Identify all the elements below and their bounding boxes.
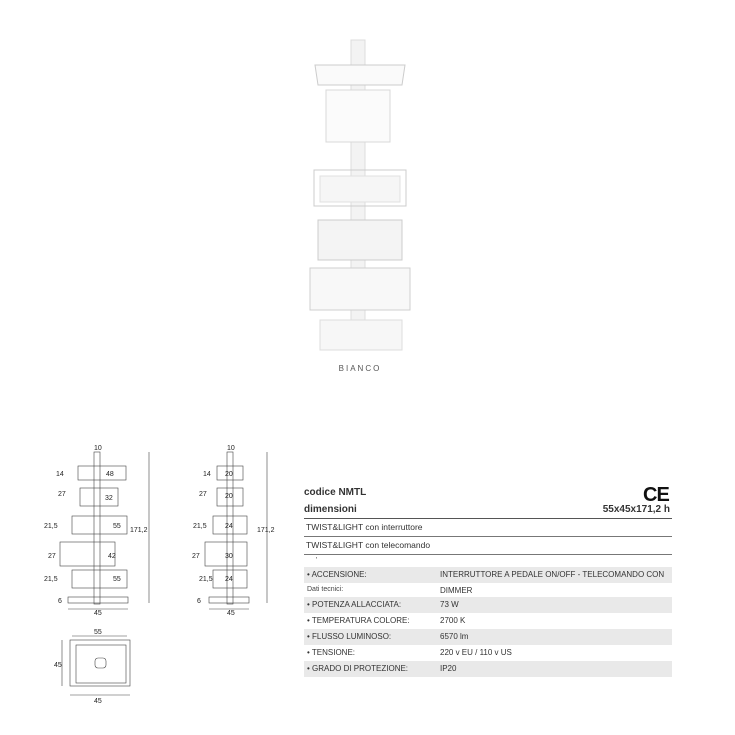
- spec-sheet: [304, 484, 672, 677]
- dim-shelf-3: 55: [113, 523, 121, 530]
- side-dim-left-5: 21,5: [199, 576, 213, 583]
- spec-value: 6570 lm: [440, 632, 469, 641]
- side-dim-left-2: 27: [199, 491, 207, 498]
- spec-key: • TEMPERATURA COLORE:: [307, 616, 410, 625]
- option-remote: TWIST&LIGHT con telecomando: [304, 537, 672, 555]
- side-dim-shelf-3: 24: [225, 523, 233, 530]
- side-dim-left-3: 21,5: [193, 523, 207, 530]
- side-elevation-drawing: [192, 440, 285, 617]
- product-image: [290, 30, 430, 360]
- dim-left-2: 27: [58, 491, 66, 498]
- ce-mark: CE: [643, 484, 669, 506]
- dim-shelf-4: 42: [108, 553, 116, 560]
- side-dim-bottom: 45: [227, 610, 235, 617]
- product-code-text: codice NMTL: [304, 487, 367, 498]
- spec-value: 2700 K: [440, 616, 466, 625]
- spec-row: [304, 629, 672, 645]
- spec-key: • POTENZA ALLACCIATA:: [307, 600, 402, 609]
- spec-key: • TENSIONE:: [307, 648, 355, 657]
- spec-value: IP20: [440, 664, 457, 673]
- spec-key: • FLUSSO LUMINOSO:: [307, 632, 392, 641]
- plan-dim-depth: 45: [54, 662, 62, 669]
- section-label: Dati tecnici:: [307, 586, 344, 593]
- spec-value: 220 v EU / 110 v US: [440, 648, 512, 657]
- plan-dim-width: 55: [94, 629, 102, 636]
- spec-row: [304, 613, 672, 629]
- front-elevation-drawing: [44, 440, 160, 617]
- side-dim-shelf-5: 24: [225, 576, 233, 583]
- dim-left-1: 14: [56, 471, 64, 478]
- dimensions-label: dimensioni: [304, 504, 357, 515]
- dim-left-4: 27: [48, 553, 56, 560]
- side-dim-left-1: 14: [203, 471, 211, 478]
- side-dim-top: 10: [227, 445, 235, 452]
- spec-value: INTERRUTTORE A PEDALE ON/OFF - TELECOMANDO CON DIMMER: [440, 570, 665, 595]
- spec-key: • ACCENSIONE:: [307, 570, 367, 579]
- spec-value: 73 W: [440, 600, 459, 609]
- spec-row: [304, 597, 672, 613]
- spec-row: [304, 645, 672, 661]
- side-dim-base: 6: [197, 598, 201, 605]
- tick-mark: ': [316, 557, 318, 564]
- dim-left-5: 21,5: [44, 576, 58, 583]
- dim-top: 10: [94, 445, 102, 452]
- dim-bottom: 45: [94, 610, 102, 617]
- dim-shelf-2: 32: [105, 495, 113, 502]
- spec-key: • GRADO DI PROTEZIONE:: [307, 664, 409, 673]
- dimensions-value: 55x45x171,2 h: [602, 504, 670, 515]
- dim-height: 171,2: [130, 527, 148, 534]
- dim-left-3: 21,5: [44, 523, 58, 530]
- dim-shelf-1: 48: [106, 471, 114, 478]
- plan-view-drawing: [52, 625, 142, 705]
- side-dim-shelf-4: 30: [225, 553, 233, 560]
- color-caption: BIANCO: [338, 364, 382, 373]
- dim-shelf-5: 55: [113, 576, 121, 583]
- plan-dim-bottom: 45: [94, 698, 102, 705]
- dimensions-line: [304, 502, 672, 519]
- spec-row: [304, 661, 672, 677]
- side-dim-shelf-2: 20: [225, 493, 233, 500]
- product-code: [304, 484, 672, 502]
- option-switch: TWIST&LIGHT con interruttore: [304, 519, 672, 537]
- dim-base: 6: [58, 598, 62, 605]
- side-dim-height: 171,2: [257, 527, 275, 534]
- side-dim-left-4: 27: [192, 553, 200, 560]
- side-dim-shelf-1: 20: [225, 471, 233, 478]
